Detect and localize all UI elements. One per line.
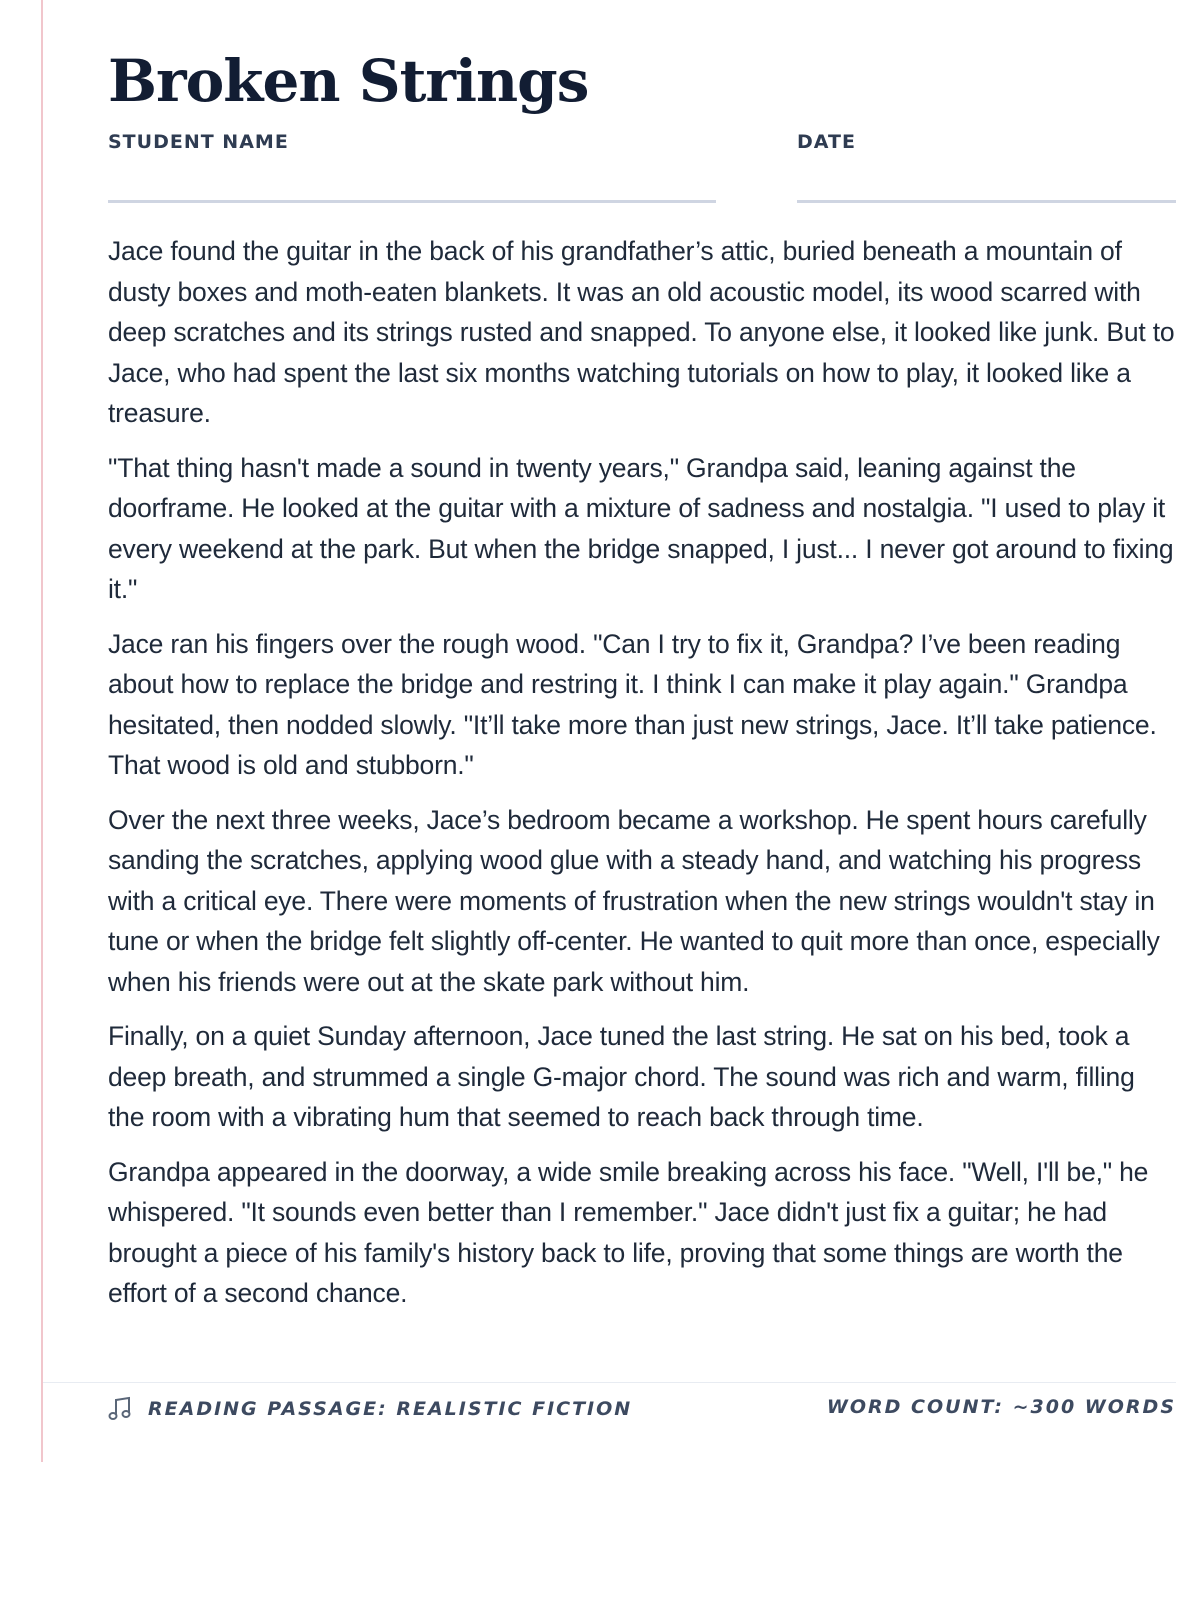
footer-passage-type: [108, 1396, 632, 1422]
passage-paragraph: Jace found the guitar in the back of his grandfather’s attic, buried beneath a mountain of dusty boxes and moth-eaten blankets. It was an old acoustic model, its wood scarred with deep scratches and its strings rusted and snapped. To anyone else, it looked like junk. But to Jace, who had spent the last six months watching tutorials on how to play, it looked like a treasure.: [108, 236, 1175, 428]
reading-passage: [108, 231, 1176, 1328]
passage-paragraph: "That thing hasn't made a sound in twenty years," Grandpa said, leaning against the doorframe. He looked at the guitar with a mixture of sadness and nostalgia. "I used to play it every weekend at the park. But when the bridge snapped, I just... I never got around to fixing it.": [108, 452, 1174, 604]
passage-paragraph: Over the next three weeks, Jace’s bedroom became a workshop. He spent hours carefully sanding the scratches, applying wood glue with a steady hand, and watching his progress with a critical eye. There were moments of frustration when the new strings wouldn't stay in tune or when the bridge felt slightly off-center. He wanted to quit more than once, especially when his friends were out at the skate park without him.: [108, 804, 1160, 997]
margin-line: [41, 0, 43, 1462]
passage-type-label: READING PASSAGE: REALISTIC FICTION: [148, 1398, 633, 1420]
footer-divider: [43, 1382, 1176, 1383]
date-label: DATE: [797, 131, 856, 153]
date-field[interactable]: [797, 200, 1176, 203]
word-count-label: WORD COUNT: ~300 WORDS: [826, 1396, 1176, 1418]
passage-paragraph: Finally, on a quiet Sunday afternoon, Jace tuned the last string. He sat on his bed, took a deep breath, and strummed a single G-major chord. The sound was rich and warm, filling the room with a vibrating hum that seemed to reach back through time.: [108, 1021, 1135, 1132]
student-name-label: STUDENT NAME: [108, 131, 289, 153]
student-name-field[interactable]: [108, 200, 716, 203]
passage-paragraph: Jace ran his fingers over the rough wood. "Can I try to fix it, Grandpa? I’ve been reading about how to replace the bridge and restring it. I think I can make it play again." Grandpa hesitated, then nodded slowly. "It’ll take more than just new strings, Jace. It’ll take patience. That wood is old and stubborn.": [108, 628, 1157, 780]
page-title: Broken Strings: [108, 47, 589, 115]
passage-paragraph: Grandpa appeared in the doorway, a wide smile breaking across his face. "Well, I'll be," he whispered. "It sounds even better than I remember." Jace didn't just fix a guitar; he had brought a piece of his family's history back to life, proving that some things are worth the effort of a second chance.: [108, 1156, 1149, 1308]
music-note-icon: [108, 1396, 132, 1422]
